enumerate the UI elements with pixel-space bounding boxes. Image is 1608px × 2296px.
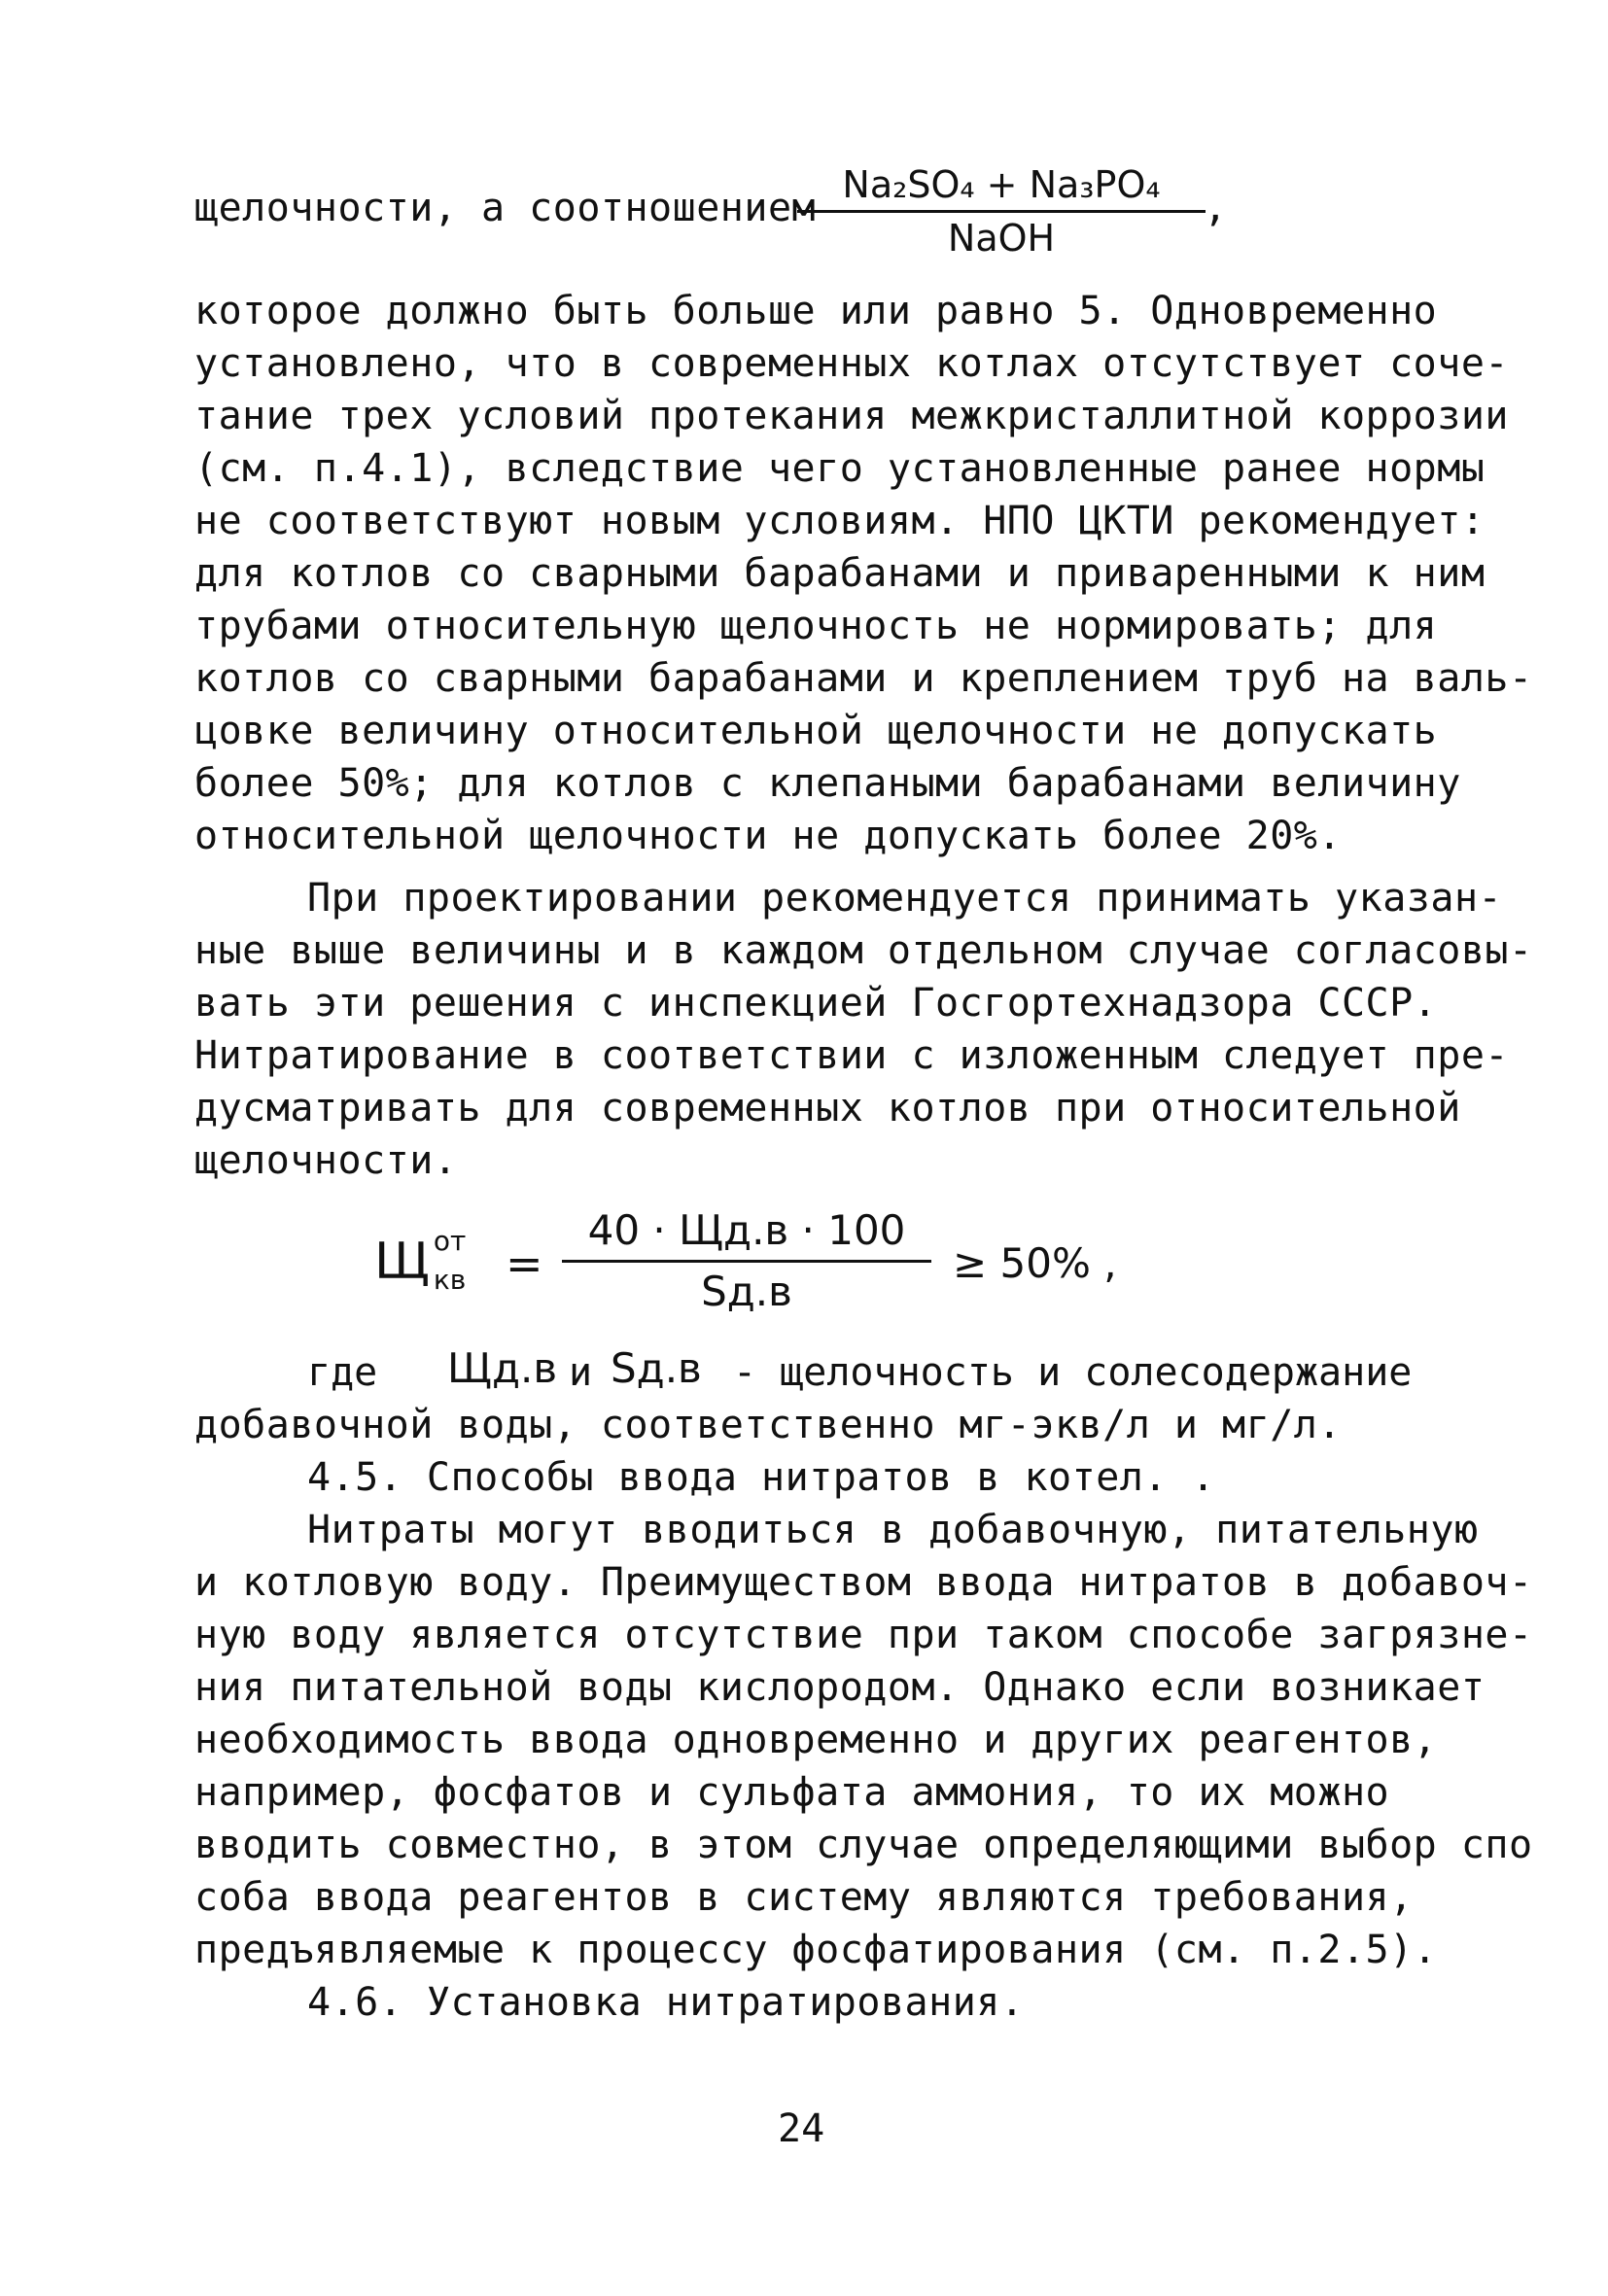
section-4-5-line: и котловую воду. Преимуществом ввода нитратов в добавоч-	[194, 1560, 1533, 1605]
where-symbol-alkalinity: Щд.в	[447, 1344, 558, 1392]
formula-numerator: 40 · Щд.в · 100	[562, 1205, 931, 1263]
section-4-5-line: ную воду является отсутствие при таком способе загрязне-	[194, 1613, 1533, 1657]
section-4-5-heading: 4.5. Способы ввода нитратов в котел. .	[307, 1455, 1216, 1500]
section-4-5-line: например, фосфатов и сульфата аммония, то их можно	[194, 1770, 1390, 1815]
formula-lhs-sup: от	[433, 1225, 467, 1257]
where-and: и	[569, 1350, 593, 1395]
para1-line: более 50%; для котлов с клепаными барабанами величину	[194, 761, 1461, 806]
where-symbol-salt: Sд.в	[611, 1344, 702, 1392]
formula-lhs	[374, 1225, 498, 1296]
para1-line: установлено, что в современных котлах отсутствует соче-	[194, 341, 1510, 386]
intro-text: щелочности, а соотношением	[194, 186, 817, 230]
section-4-5-line: необходимость ввода одновременно и других реагентов,	[194, 1718, 1438, 1762]
intro-line	[194, 185, 816, 231]
para1-line: трубами относительную щелочность не нормировать; для	[194, 604, 1438, 648]
section-4-5-line: соба ввода реагентов в систему являются требования,	[194, 1875, 1414, 1920]
ratio-comma: ,	[1204, 186, 1228, 230]
section-4-5-line: вводить совместно, в этом случае определяющими выбор спо	[194, 1823, 1533, 1867]
ratio-denominator: NaOH	[947, 217, 1056, 260]
para1-line: относительной щелочности не допускать более 20%.	[194, 814, 1342, 858]
ratio-numerator: Na₂SO₄ + Na₃PO₄	[797, 163, 1206, 213]
ratio-fraction	[797, 163, 1206, 260]
page-number: 24	[778, 2106, 825, 2151]
formula-lhs-sub: кв	[433, 1264, 467, 1296]
para2-line: При проектировании рекомендуется принимать указан-	[307, 876, 1503, 921]
para1-line: тание трех условий протекания межкристаллитной коррозии	[194, 394, 1510, 438]
where-line2: добавочной воды, соответственно мг-экв/л и мг/л.	[194, 1403, 1342, 1447]
section-4-5-line: ния питательной воды кислородом. Однако если возникает	[194, 1665, 1486, 1710]
para2-line: вать эти решения с инспекцией Госгортехнадзора СССР.	[194, 981, 1438, 1026]
para1-line: цовке величину относительной щелочности не допускать	[194, 709, 1438, 753]
para1-line: для котлов со сварными барабанами и приваренными к ним	[194, 551, 1486, 596]
formula-equals: =	[506, 1237, 543, 1290]
formula-lhs-symbol: Щ	[374, 1233, 430, 1291]
formula-fraction	[562, 1205, 931, 1317]
section-4-5-line: Нитраты могут вводиться в добавочную, питательную	[307, 1508, 1479, 1552]
para1-line: которое должно быть больше или равно 5. Одновременно	[194, 289, 1438, 333]
where-word: где	[307, 1350, 378, 1395]
para1-line: (см. п.4.1), вследствие чего установленные ранее нормы	[194, 446, 1486, 491]
formula-rhs: ≥ 50% ,	[953, 1239, 1117, 1287]
where-description: - щелочность и солесодержание	[733, 1350, 1413, 1395]
para1-line: котлов со сварными барабанами и креплением труб на валь-	[194, 656, 1533, 701]
para2-line: Нитратирование в соответствии с изложенным следует пре-	[194, 1033, 1510, 1078]
formula-denominator: Sд.в	[701, 1268, 792, 1315]
para2-line: щелочности.	[194, 1138, 458, 1183]
para1-line: не соответствуют новым условиям. НПО ЦКТИ рекомендует:	[194, 499, 1486, 543]
section-4-5-line: предъявляемые к процессу фосфатирования (см. п.2.5).	[194, 1928, 1438, 1972]
para2-line: дусматривать для современных котлов при относительной	[194, 1086, 1461, 1131]
para2-line: ные выше величины и в каждом отдельном случае согласовы-	[194, 928, 1533, 973]
section-4-6-heading: 4.6. Установка нитратирования.	[307, 1980, 1025, 2025]
